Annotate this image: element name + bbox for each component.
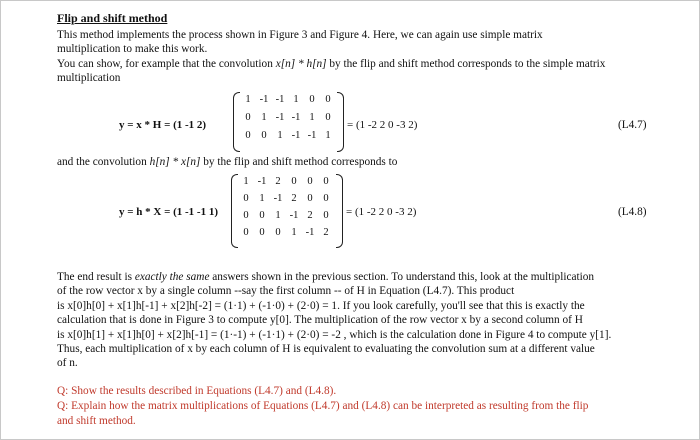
eq1-matrix-cell-r2-c4: -1 (307, 130, 317, 141)
eq2-result: = (1 -2 2 0 -3 2) (346, 206, 417, 218)
eq1-matrix-cell-r2-c0: 0 (245, 130, 251, 141)
body-line-5: is x[0]h[1] + x[1]h[0] + x[2]h[-1] = (1·-1) + (-1·1) + (2·0) = -2 , which is the calculation done in Figure 4 to compute y[1]. (57, 328, 612, 341)
emphasis-exactly-the-same: exactly the same (134, 271, 210, 283)
question-2-line-2: and shift method. (57, 414, 136, 427)
eq1-label: (L4.7) (618, 119, 647, 131)
eq2-matrix (239, 176, 339, 246)
eq2-matrix-cell-r1-c3: 2 (291, 193, 297, 204)
body-line-6: Thus, each multiplication of x by each column of H is equivalent to evaluating the convolution sum at a different value (57, 343, 595, 356)
eq2-matrix-cell-r2-c3: -1 (289, 210, 299, 221)
intro-paragraph (57, 28, 663, 86)
eq2-lhs: y = h * X = (1 -1 -1 1) (119, 206, 218, 218)
eq2-matrix-cell-r1-c4: 0 (307, 193, 313, 204)
eq1-matrix-cell-r2-c2: 1 (277, 130, 283, 141)
eq2-matrix-cell-r3-c0: 0 (243, 227, 249, 238)
eq2-matrix-cell-r3-c4: -1 (305, 227, 315, 238)
eq1-matrix-right-paren (337, 92, 344, 152)
convolution-expression-hx: h[n] * x[n] (149, 156, 201, 168)
eq1-matrix-cell-r0-c3: 1 (293, 94, 299, 105)
eq2-matrix-cell-r2-c0: 0 (243, 210, 249, 221)
eq1-matrix-cell-r2-c1: 0 (261, 130, 267, 141)
eq2-matrix-cell-r3-c3: 1 (291, 227, 297, 238)
body-line-4: calculation that is done in Figure 3 to compute y[0]. The multiplication of the row vector x by a second column of H (57, 314, 583, 327)
eq2-matrix-cell-r1-c2: -1 (273, 193, 283, 204)
eq1-matrix-cell-r1-c0: 0 (245, 112, 251, 123)
eq2-matrix-left-paren (231, 174, 238, 248)
eq2-matrix-cell-r1-c1: 1 (259, 193, 265, 204)
eq1-result: = (1 -2 2 0 -3 2) (347, 119, 418, 131)
eq2-matrix-cell-r0-c2: 2 (275, 176, 281, 187)
intro-line-1: This method implements the process shown in Figure 3 and Figure 4. Here, we can again use simple matrix (57, 29, 543, 41)
eq2-matrix-cell-r0-c1: -1 (257, 176, 267, 187)
eq1-matrix-cell-r2-c3: -1 (291, 130, 301, 141)
eq2-matrix-cell-r2-c2: 1 (275, 210, 281, 221)
eq2-matrix-cell-r3-c2: 0 (275, 227, 281, 238)
eq1-matrix-cell-r0-c1: -1 (259, 94, 269, 105)
body-line-7: of n. (57, 357, 78, 370)
body-line-1: The end result is exactly the same answers shown in the previous section. To understand this, look at the multiplication (57, 271, 595, 283)
question-1: Q: Show the results described in Equations (L4.7) and (L4.8). (57, 385, 337, 397)
eq1-matrix-cell-r0-c4: 0 (309, 94, 315, 105)
eq2-matrix-cell-r1-c5: 0 (323, 193, 329, 204)
eq1-matrix-cell-r0-c2: -1 (275, 94, 285, 105)
body-line-3: is x[0]h[0] + x[1]h[-1] + x[2]h[-2] = (1·1) + (-1·0) + (2·0) = 1. If you look carefully, you'll see that this is exactly the (57, 299, 585, 312)
eq2-matrix-cell-r3-c1: 0 (259, 227, 265, 238)
eq1-matrix-left-paren (233, 92, 240, 152)
questions-block (57, 384, 663, 428)
eq1-matrix-cell-r2-c5: 1 (325, 130, 331, 141)
eq1-matrix-cell-r1-c3: -1 (291, 112, 301, 123)
eq2-matrix-cell-r2-c5: 0 (323, 210, 329, 221)
eq2-matrix-cell-r0-c0: 1 (243, 176, 249, 187)
eq2-matrix-cell-r0-c5: 0 (323, 176, 329, 187)
eq1-matrix-cell-r1-c5: 0 (325, 112, 331, 123)
eq2-label: (L4.8) (618, 206, 647, 218)
body-line-2: of the row vector x by a single column --say the first column -- of H in Equation (L4.7). This product (57, 285, 515, 298)
intro-line-4: multiplication (57, 72, 121, 85)
eq1-matrix-cell-r1-c2: -1 (275, 112, 285, 123)
intro-line-2: multiplication to make this work. (57, 43, 208, 56)
eq2-matrix-cell-r2-c1: 0 (259, 210, 265, 221)
eq2-matrix-cell-r0-c3: 0 (291, 176, 297, 187)
intro-line-3: You can show, for example that the convolution x[n] * h[n] by the flip and shift method corresponds to the simple matrix (57, 57, 606, 70)
eq2-matrix-cell-r0-c4: 0 (307, 176, 313, 187)
eq1-matrix-cell-r1-c1: 1 (261, 112, 267, 123)
body-paragraph (57, 270, 663, 371)
eq2-matrix-cell-r3-c5: 2 (323, 227, 329, 238)
eq2-matrix-right-paren (336, 174, 343, 248)
eq1-matrix-cell-r1-c4: 1 (309, 112, 315, 123)
eq1-matrix-cell-r0-c0: 1 (245, 94, 251, 105)
eq1-lhs: y = x * H = (1 -1 2) (119, 119, 207, 131)
between-line: and the convolution h[n] * x[n] by the flip and shift method corresponds to (57, 156, 398, 168)
convolution-expression-xh: x[n] * h[n] (275, 57, 327, 70)
eq2-matrix-cell-r1-c0: 0 (243, 193, 249, 204)
eq2-matrix-cell-r2-c4: 2 (307, 210, 313, 221)
eq1-matrix-cell-r0-c5: 0 (325, 94, 331, 105)
eq1-matrix (241, 94, 341, 150)
section-heading: Flip and shift method (57, 11, 168, 25)
question-2-line-1: Q: Explain how the matrix multiplications of Equations (L4.7) and (L4.8) can be interpreted as resulting from the flip (57, 400, 589, 413)
